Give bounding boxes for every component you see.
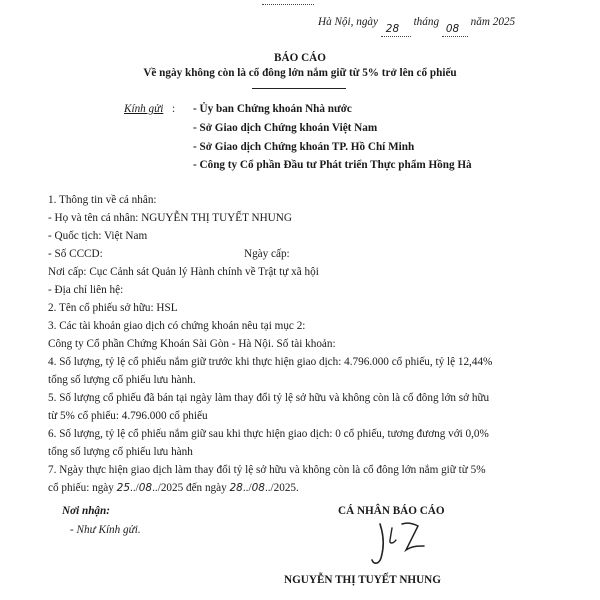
top-dotted-line <box>262 4 314 5</box>
stock-code: 2. Tên cổ phiếu sở hữu: HSL <box>48 302 178 314</box>
date-month: 08 <box>445 23 460 35</box>
full-name: - Họ và tên cá nhân: NGUYỄN THỊ TUYẾT NHUNG <box>48 212 292 224</box>
item7-from-suffix: /2025 đến ngày <box>157 482 227 494</box>
item7-prefix: cổ phiếu: ngày <box>48 482 114 494</box>
date-day: 28 <box>385 23 400 35</box>
place-date-prefix: Hà Nội, ngày <box>318 16 378 28</box>
item7-line1: 7. Ngày thực hiện giao dịch làm thay đổi tỷ lệ sở hữu và không còn là cổ đông lớn nắm giữ từ 5% <box>48 464 486 476</box>
signer-title: CÁ NHÂN BÁO CÁO <box>338 505 445 517</box>
item7-to-month: 08 <box>251 482 265 494</box>
item4-line1: 4. Số lượng, tỷ lệ cổ phiếu nắm giữ trước khi thực hiện giao dịch: 4.796.000 cổ phiếu, tỷ lệ 12,44% <box>48 356 493 368</box>
item7-to-day: 28 <box>229 482 243 494</box>
item7-from-day: 25 <box>116 482 131 494</box>
recipient-3: - Sở Giao dịch Chứng khoán TP. Hồ Chí Minh <box>193 141 415 153</box>
recipient-2: - Sở Giao dịch Chứng khoán Việt Nam <box>193 122 378 134</box>
accounts-heading: 3. Các tài khoản giao dịch có chứng khoán nêu tại mục 2: <box>48 320 306 332</box>
contact-address: - Địa chỉ liên hệ: <box>48 284 124 296</box>
id-number: - Số CCCD: <box>48 248 103 260</box>
issue-place: Nơi cấp: Cục Cảnh sát Quản lý Hành chính về Trật tự xã hội <box>48 266 319 278</box>
item7-from-month: 08 <box>138 482 153 494</box>
document-subtitle: Về ngày không còn là cổ đông lớn nắm giữ từ 5% trở lên cổ phiếu <box>143 67 457 79</box>
item5-line1: 5. Số lượng cổ phiếu đã bán tại ngày làm thay đổi tỷ lệ sở hữu và không còn là cổ đông lớn sở hữu <box>48 392 490 404</box>
recipient-4: - Công ty Cổ phần Đầu tư Phát triển Thực phẩm Hồng Hà <box>193 159 472 171</box>
recipient-1: - Ủy ban Chứng khoán Nhà nước <box>193 103 352 115</box>
date-month-word: tháng <box>413 16 440 28</box>
item6-line2: tổng số lượng cổ phiếu lưu hành <box>48 446 193 458</box>
item7-to-suffix: /2025. <box>270 482 299 494</box>
issue-date: Ngày cấp: <box>244 248 290 260</box>
date-year: năm 2025 <box>470 16 516 28</box>
recipients-footer-item: - Như Kính gửi. <box>70 524 141 536</box>
personal-info-heading: 1. Thông tin về cá nhân: <box>48 194 157 206</box>
recipients-colon: : <box>172 103 176 115</box>
signer-name: NGUYỄN THỊ TUYẾT NHUNG <box>284 574 441 586</box>
item4-line2: tổng số lượng cổ phiếu lưu hành. <box>48 374 196 386</box>
item5-line2: từ 5% cổ phiếu: 4.796.000 cổ phiếu <box>48 410 208 422</box>
signature <box>362 510 452 570</box>
document-title: BÁO CÁO <box>274 52 326 64</box>
item6-line1: 6. Số lượng, tỷ lệ cổ phiếu nắm giữ sau khi thực hiện giao dịch: 0 cổ phiếu, tương đương với 0,0% <box>48 428 489 440</box>
recipients-footer-label: Nơi nhận: <box>62 505 110 517</box>
place-date <box>318 16 516 35</box>
recipients-label: Kính gửi <box>124 103 164 115</box>
title-underline <box>252 88 346 89</box>
nationality: - Quốc tịch: Việt Nam <box>48 230 148 242</box>
item7-line2: cổ phiếu: ngày 25../08../2025 đến ngày 28../08../2025. <box>48 482 299 494</box>
securities-company: Công ty Cổ phần Chứng Khoán Sài Gòn - Hà Nội. Số tài khoản: <box>48 338 336 350</box>
